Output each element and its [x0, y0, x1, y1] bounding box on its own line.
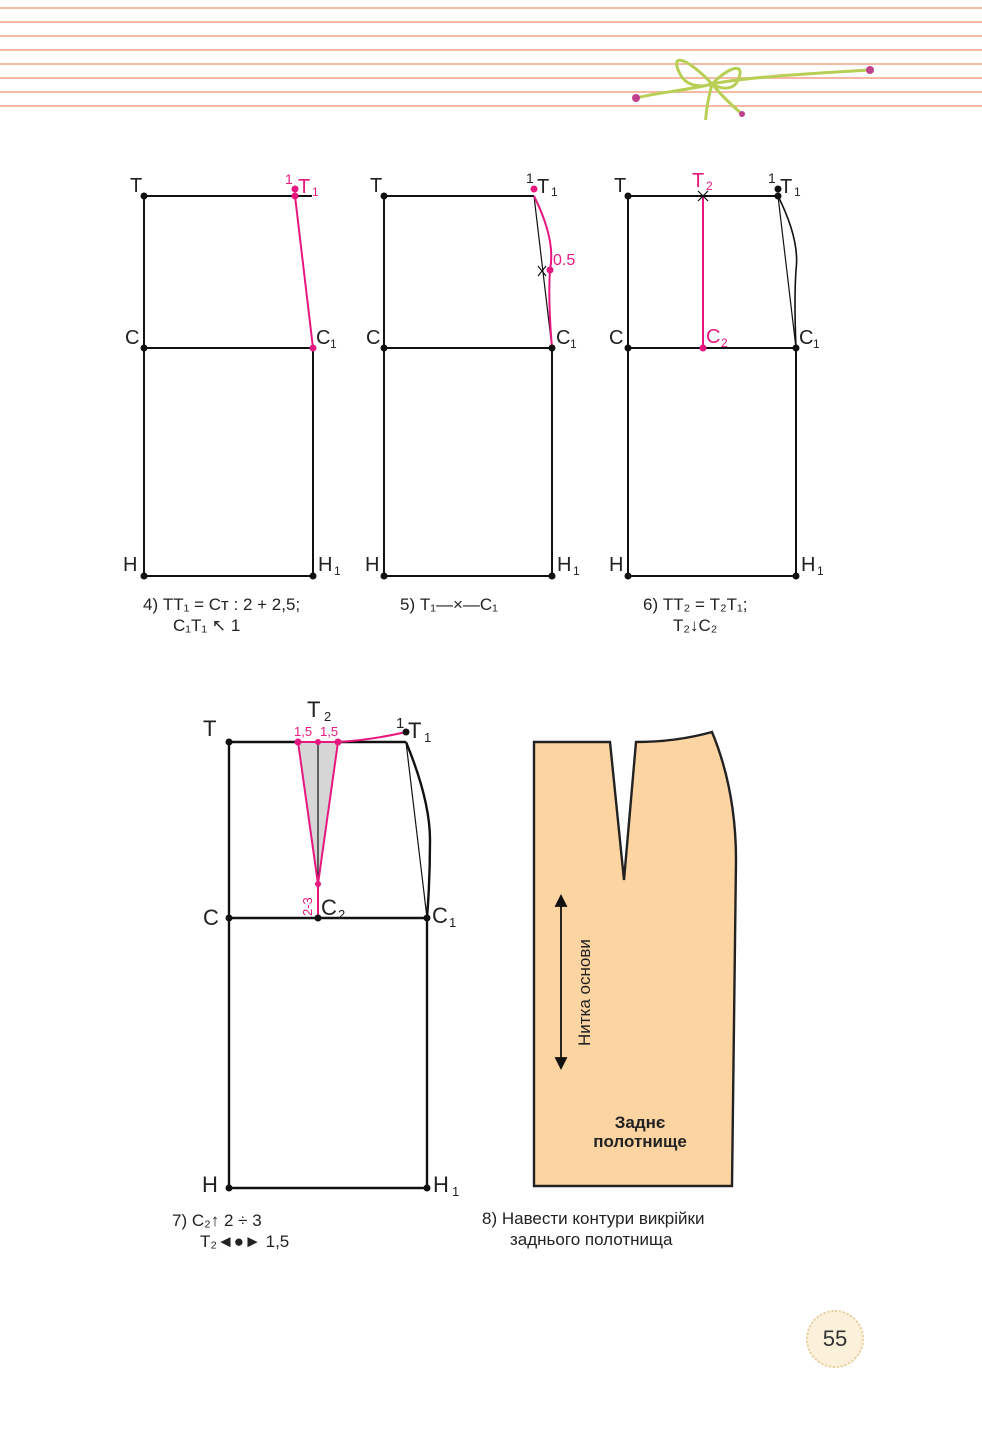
- label-t1: Т: [408, 718, 422, 743]
- label-t2: Т: [307, 697, 321, 722]
- label-t2-sub: 2: [706, 179, 713, 193]
- caption-5-num: 5): [400, 595, 416, 614]
- diagram-8: [534, 732, 736, 1186]
- label-c2: С: [706, 326, 721, 348]
- diagram-6: [609, 170, 824, 580]
- caption-8: [482, 1208, 704, 1250]
- caption-8-num: 8): [482, 1209, 498, 1228]
- label-h1-sub: 1: [334, 564, 341, 578]
- label-t1: Т: [780, 176, 793, 198]
- caption-8-line1: Навести контури викрійки: [501, 1209, 705, 1228]
- caption-7-num: 7): [172, 1211, 188, 1230]
- caption-7-line1: С₂↑ 2 ÷ 3: [191, 1211, 262, 1230]
- label-c: С: [125, 327, 140, 349]
- label-c1: С: [316, 327, 331, 349]
- label-c1: С: [432, 903, 448, 928]
- label-one: 1: [396, 715, 405, 732]
- caption-7-line2: Т₂◄●► 1,5: [200, 1232, 290, 1251]
- label-h1: Н: [318, 554, 333, 576]
- label-c1-sub: 1: [813, 337, 820, 351]
- caption-6: [643, 594, 747, 636]
- page-number: [806, 1310, 864, 1368]
- label-c: С: [203, 905, 219, 930]
- label-t: Т: [614, 175, 627, 197]
- piece-label-line1: Заднє: [614, 1113, 666, 1132]
- label-h: Н: [365, 554, 380, 576]
- label-t1-sub: 1: [312, 185, 319, 199]
- label-c1-sub: 1: [570, 337, 577, 351]
- label-t1-sub: 1: [551, 185, 558, 199]
- caption-6-num: 6): [643, 595, 659, 614]
- label-offset: 0.5: [553, 252, 576, 269]
- diagram-7: [202, 697, 459, 1199]
- label-c1-sub: 1: [449, 915, 457, 930]
- label-c2-sub: 2: [721, 336, 728, 350]
- label-h1-sub: 1: [817, 564, 824, 578]
- caption-7: [172, 1210, 289, 1252]
- caption-4-line2: С₁Т₁ ↖ 1: [173, 616, 241, 635]
- label-c1: С: [799, 327, 814, 349]
- label-c2: С: [321, 895, 337, 920]
- caption-4-num: 4): [143, 595, 159, 614]
- label-t2-sub: 2: [324, 709, 332, 724]
- label-c: С: [609, 327, 624, 349]
- label-h1-sub: 1: [452, 1184, 460, 1199]
- label-t1-sub: 1: [424, 730, 432, 745]
- caption-6-line1: ТТ₂ = Т₂Т₁;: [662, 595, 748, 614]
- caption-6-line2: Т₂↓С₂: [673, 616, 718, 635]
- label-t1-sub: 1: [794, 185, 801, 199]
- caption-4-line1: ТТ₁ = Ст : 2 + 2,5;: [162, 595, 301, 614]
- label-t: Т: [370, 175, 383, 197]
- caption-8-line2: заднього полотнища: [510, 1230, 673, 1249]
- label-h1-sub: 1: [573, 564, 580, 578]
- piece-label-line2: полотнище: [593, 1132, 687, 1151]
- grain-label: Нитка основи: [575, 939, 594, 1046]
- label-c2-sub: 2: [338, 907, 346, 922]
- label-h1: Н: [557, 554, 572, 576]
- label-dart-left: 1,5: [294, 724, 313, 739]
- label-h: Н: [123, 554, 138, 576]
- label-c1-sub: 1: [330, 337, 337, 351]
- page-number-text: 55: [822, 1326, 848, 1351]
- caption-5-line1: Т₁—×—С₁: [419, 595, 498, 614]
- label-dart-gap: 2-3: [300, 897, 315, 916]
- diagram-5: [365, 170, 580, 580]
- label-h1: Н: [433, 1172, 449, 1197]
- label-h: Н: [609, 554, 624, 576]
- label-t: Т: [130, 175, 143, 197]
- label-t: Т: [203, 716, 217, 741]
- caption-5: [400, 594, 498, 615]
- label-one: 1: [285, 171, 293, 187]
- label-c1: С: [556, 327, 571, 349]
- label-h1: Н: [801, 554, 816, 576]
- caption-4: [143, 594, 300, 636]
- label-one: 1: [768, 170, 776, 186]
- label-one: 1: [526, 170, 534, 186]
- label-t2: Т: [692, 170, 705, 192]
- diagram-4: [123, 171, 341, 580]
- label-c: С: [366, 327, 381, 349]
- label-dart-right: 1,5: [320, 724, 339, 739]
- label-t1: Т: [537, 176, 550, 198]
- label-t1: Т: [298, 176, 311, 198]
- label-h: Н: [202, 1172, 218, 1197]
